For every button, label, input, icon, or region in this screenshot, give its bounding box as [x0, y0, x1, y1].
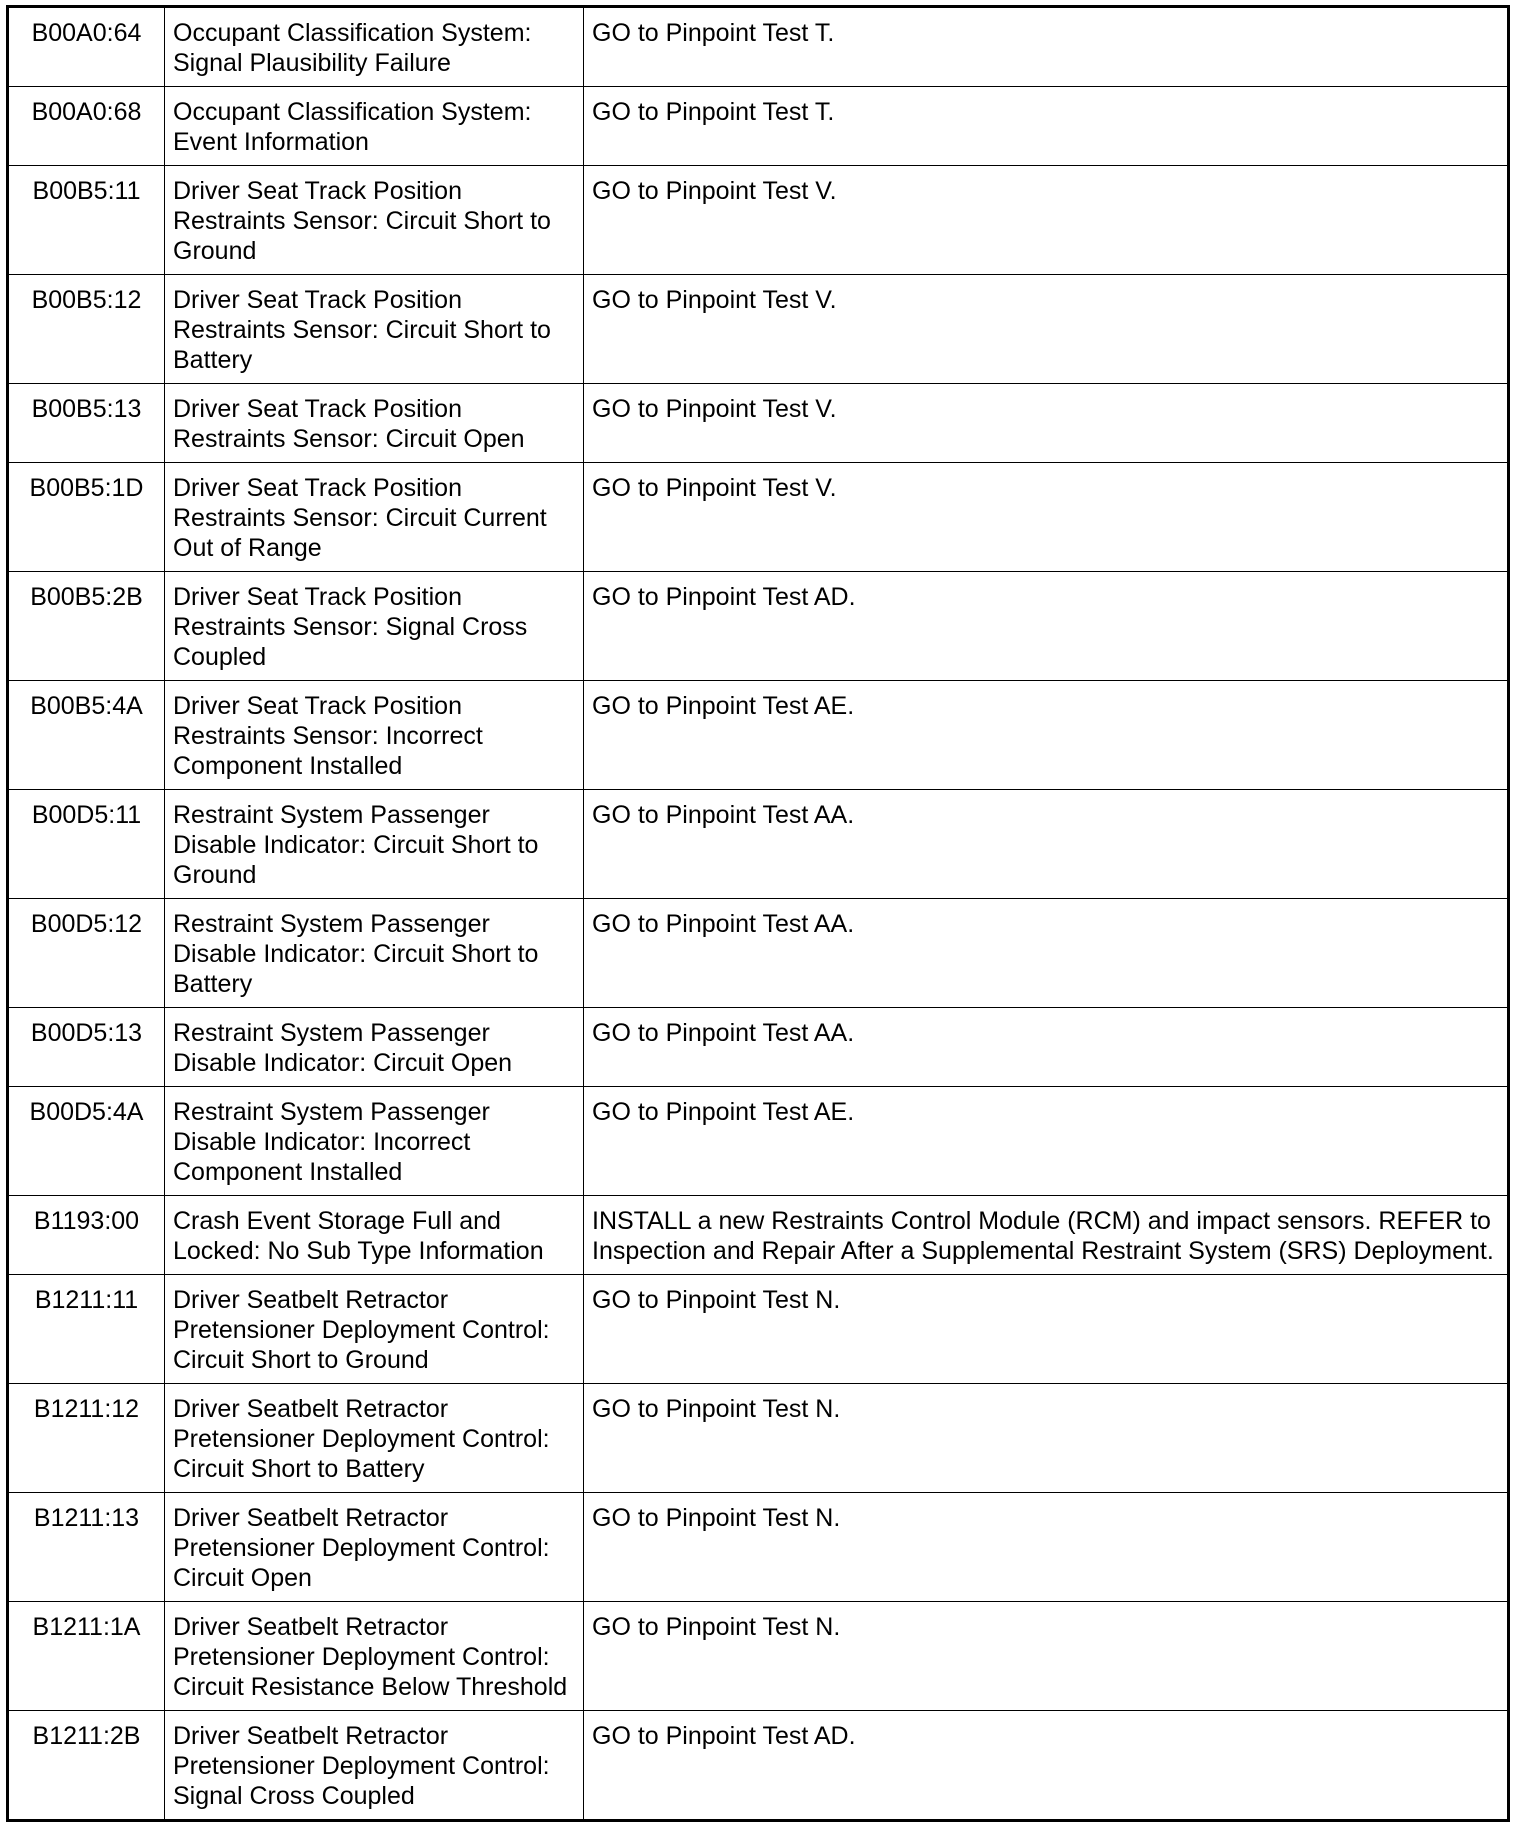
description-line: Restraint System Passenger [173, 1019, 490, 1047]
dtc-description-cell [165, 899, 584, 1008]
description-line: Driver Seatbelt Retractor [173, 1504, 449, 1532]
description-line: Restraints Sensor: Circuit Open [173, 425, 525, 453]
dtc-code-cell: B00B5:11 [8, 166, 165, 275]
description-line: Signal Plausibility Failure [173, 49, 451, 77]
dtc-action-cell [584, 1196, 1509, 1275]
table-row [8, 1493, 1509, 1602]
dtc-code-cell: B1211:1A [8, 1602, 165, 1711]
description-line: Driver Seatbelt Retractor [173, 1613, 449, 1641]
action-line: GO to Pinpoint Test AD. [592, 583, 856, 611]
dtc-table-body [8, 7, 1509, 1821]
dtc-action-cell [584, 166, 1509, 275]
description-line: Disable Indicator: Incorrect [173, 1128, 471, 1156]
dtc-description-cell [165, 1711, 584, 1821]
dtc-code-cell: B00B5:4A [8, 681, 165, 790]
table-row [8, 7, 1509, 87]
table-row [8, 899, 1509, 1008]
action-line: GO to Pinpoint Test N. [592, 1613, 841, 1641]
dtc-action-cell [584, 463, 1509, 572]
table-row [8, 1711, 1509, 1821]
description-line: Circuit Short to Battery [173, 1455, 425, 1483]
dtc-code-cell: B00B5:13 [8, 384, 165, 463]
dtc-code-cell: B00D5:12 [8, 899, 165, 1008]
description-line: Locked: No Sub Type Information [173, 1237, 544, 1265]
table-row [8, 1384, 1509, 1493]
description-line: Restraint System Passenger [173, 801, 490, 829]
description-line: Circuit Resistance Below Threshold [173, 1673, 568, 1701]
table-row [8, 384, 1509, 463]
dtc-code-cell: B1193:00 [8, 1196, 165, 1275]
description-line: Driver Seat Track Position [173, 286, 462, 314]
description-line: Battery [173, 346, 253, 374]
action-line: GO to Pinpoint Test N. [592, 1395, 841, 1423]
table-row [8, 1087, 1509, 1196]
description-line: Driver Seat Track Position [173, 692, 462, 720]
description-line: Component Installed [173, 1158, 403, 1186]
description-line: Pretensioner Deployment Control: [173, 1316, 550, 1344]
description-line: Out of Range [173, 534, 322, 562]
description-line: Restraint System Passenger [173, 910, 490, 938]
dtc-table [6, 5, 1510, 1822]
description-line: Driver Seatbelt Retractor [173, 1286, 449, 1314]
description-line: Occupant Classification System: [173, 19, 532, 47]
dtc-description-cell [165, 1275, 584, 1384]
description-line: Driver Seat Track Position [173, 395, 462, 423]
table-row [8, 790, 1509, 899]
dtc-action-cell [584, 7, 1509, 87]
description-line: Driver Seat Track Position [173, 583, 462, 611]
dtc-code-cell: B00B5:1D [8, 463, 165, 572]
table-row [8, 681, 1509, 790]
table-row [8, 1196, 1509, 1275]
dtc-description-cell [165, 275, 584, 384]
dtc-description-cell [165, 572, 584, 681]
dtc-description-cell [165, 166, 584, 275]
dtc-code-cell: B1211:11 [8, 1275, 165, 1384]
dtc-description-cell [165, 681, 584, 790]
dtc-description-cell [165, 463, 584, 572]
description-line: Disable Indicator: Circuit Short to [173, 940, 539, 968]
description-line: Ground [173, 861, 257, 889]
dtc-description-cell [165, 1493, 584, 1602]
dtc-description-cell [165, 7, 584, 87]
table-row [8, 1008, 1509, 1087]
dtc-action-cell [584, 1493, 1509, 1602]
dtc-description-cell [165, 1196, 584, 1275]
action-line: GO to Pinpoint Test T. [592, 19, 835, 47]
dtc-action-cell [584, 275, 1509, 384]
description-line: Restraints Sensor: Circuit Short to [173, 316, 551, 344]
action-line: GO to Pinpoint Test AE. [592, 1098, 855, 1126]
dtc-code-cell: B00D5:11 [8, 790, 165, 899]
dtc-description-cell [165, 1384, 584, 1493]
dtc-code-cell: B00A0:68 [8, 87, 165, 166]
description-line: Restraints Sensor: Incorrect [173, 722, 483, 750]
dtc-description-cell [165, 1087, 584, 1196]
dtc-action-cell [584, 1384, 1509, 1493]
dtc-code-cell: B00D5:13 [8, 1008, 165, 1087]
description-line: Coupled [173, 643, 267, 671]
dtc-action-cell [584, 790, 1509, 899]
dtc-description-cell [165, 790, 584, 899]
dtc-code-cell: B00D5:4A [8, 1087, 165, 1196]
description-line: Restraints Sensor: Signal Cross [173, 613, 528, 641]
action-line: GO to Pinpoint Test AE. [592, 692, 855, 720]
dtc-action-cell [584, 681, 1509, 790]
description-line: Driver Seatbelt Retractor [173, 1722, 449, 1750]
description-line: Restraints Sensor: Circuit Short to [173, 207, 551, 235]
action-line: GO to Pinpoint Test N. [592, 1504, 841, 1532]
action-line: Inspection and Repair After a Supplemental Restraint System (SRS) Deployment. [592, 1237, 1494, 1265]
dtc-code-cell: B00B5:2B [8, 572, 165, 681]
action-line: INSTALL a new Restraints Control Module (RCM) and impact sensors. REFER to [592, 1207, 1491, 1235]
action-line: GO to Pinpoint Test AD. [592, 1722, 856, 1750]
action-line: GO to Pinpoint Test V. [592, 474, 837, 502]
action-line: GO to Pinpoint Test N. [592, 1286, 841, 1314]
description-line: Pretensioner Deployment Control: [173, 1425, 550, 1453]
description-line: Component Installed [173, 752, 403, 780]
dtc-description-cell [165, 87, 584, 166]
description-line: Restraints Sensor: Circuit Current [173, 504, 547, 532]
dtc-action-cell [584, 87, 1509, 166]
description-line: Crash Event Storage Full and [173, 1207, 501, 1235]
dtc-description-cell [165, 1602, 584, 1711]
description-line: Disable Indicator: Circuit Short to [173, 831, 539, 859]
dtc-action-cell [584, 899, 1509, 1008]
dtc-code-cell: B00B5:12 [8, 275, 165, 384]
dtc-code-cell: B1211:13 [8, 1493, 165, 1602]
action-line: GO to Pinpoint Test AA. [592, 910, 855, 938]
dtc-action-cell [584, 1602, 1509, 1711]
dtc-action-cell [584, 572, 1509, 681]
action-line: GO to Pinpoint Test V. [592, 286, 837, 314]
dtc-code-cell: B1211:12 [8, 1384, 165, 1493]
table-row [8, 572, 1509, 681]
dtc-code-cell: B00A0:64 [8, 7, 165, 87]
description-line: Event Information [173, 128, 369, 156]
description-line: Occupant Classification System: [173, 98, 532, 126]
action-line: GO to Pinpoint Test V. [592, 395, 837, 423]
dtc-action-cell [584, 1087, 1509, 1196]
table-row [8, 275, 1509, 384]
description-line: Signal Cross Coupled [173, 1782, 415, 1810]
action-line: GO to Pinpoint Test V. [592, 177, 837, 205]
description-line: Driver Seat Track Position [173, 474, 462, 502]
description-line: Pretensioner Deployment Control: [173, 1534, 550, 1562]
description-line: Pretensioner Deployment Control: [173, 1643, 550, 1671]
table-row [8, 463, 1509, 572]
description-line: Pretensioner Deployment Control: [173, 1752, 550, 1780]
dtc-action-cell [584, 1711, 1509, 1821]
dtc-description-cell [165, 384, 584, 463]
dtc-action-cell [584, 1275, 1509, 1384]
dtc-action-cell [584, 384, 1509, 463]
table-row [8, 87, 1509, 166]
dtc-code-cell: B1211:2B [8, 1711, 165, 1821]
description-line: Ground [173, 237, 257, 265]
table-row [8, 1275, 1509, 1384]
description-line: Driver Seatbelt Retractor [173, 1395, 449, 1423]
description-line: Battery [173, 970, 253, 998]
description-line: Circuit Open [173, 1564, 312, 1592]
description-line: Disable Indicator: Circuit Open [173, 1049, 513, 1077]
dtc-action-cell [584, 1008, 1509, 1087]
table-row [8, 1602, 1509, 1711]
action-line: GO to Pinpoint Test AA. [592, 801, 855, 829]
table-row [8, 166, 1509, 275]
action-line: GO to Pinpoint Test T. [592, 98, 835, 126]
action-line: GO to Pinpoint Test AA. [592, 1019, 855, 1047]
dtc-description-cell [165, 1008, 584, 1087]
description-line: Driver Seat Track Position [173, 177, 462, 205]
description-line: Restraint System Passenger [173, 1098, 490, 1126]
description-line: Circuit Short to Ground [173, 1346, 429, 1374]
